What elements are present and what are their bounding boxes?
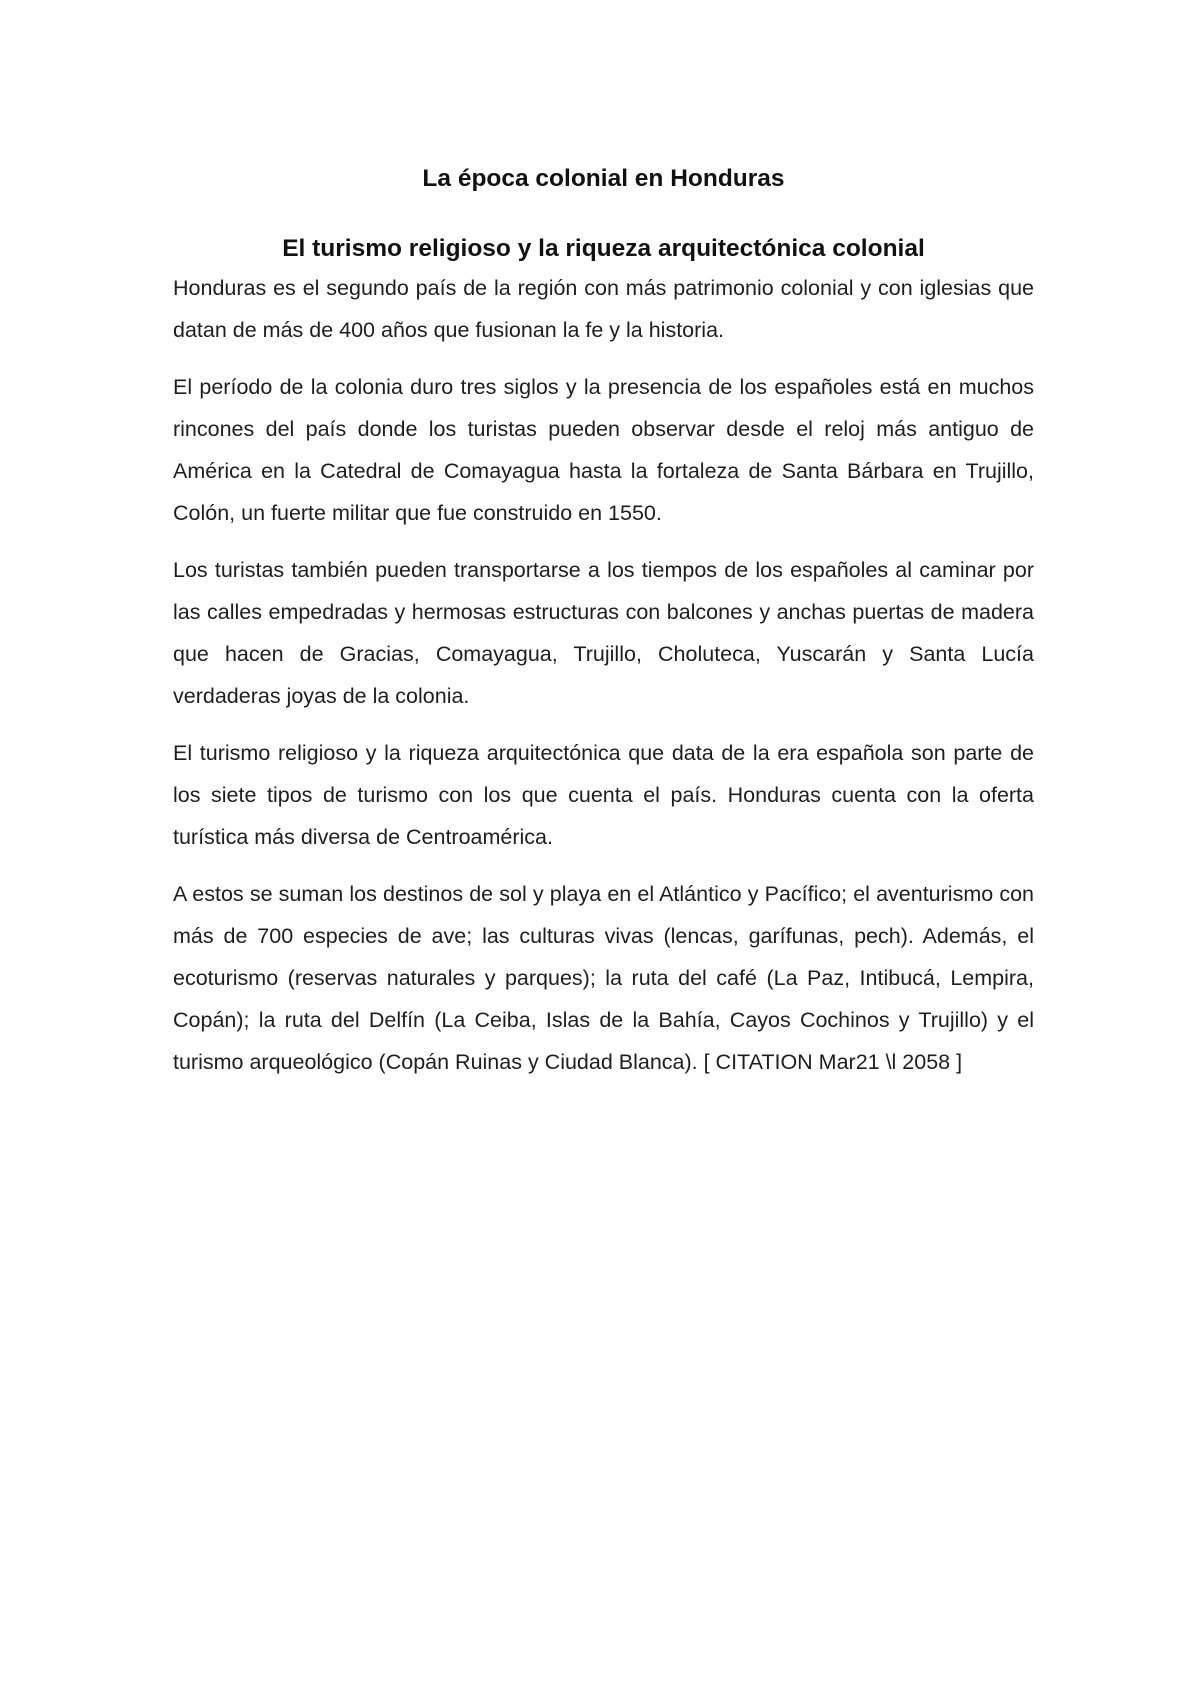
document-title: La época colonial en Honduras (422, 165, 785, 192)
document-body (173, 163, 1034, 1083)
paragraph-2: El período de la colonia duro tres siglos y la presencia de los españoles está en muchos rincones del país donde los turistas pueden observar desde el reloj más antiguo de América en la Catedral de Comayagua hasta la fortaleza de Santa Bárbara en Trujillo, Colón, un fuerte militar que fue construido en 1550. (173, 375, 1034, 525)
paragraph-1: Honduras es el segundo país de la región con más patrimonio colonial y con iglesias que datan de más de 400 años que fusionan la fe y la historia. (173, 276, 1034, 342)
paragraph-5: A estos se suman los destinos de sol y playa en el Atlántico y Pacífico; el aventurismo con más de 700 especies de ave; las culturas vivas (lencas, garífunas, pech). Además, el ecoturismo (reservas naturales y parques); la ruta del café (La Paz, Intibucá, Lempira, Copán); la ruta del Delfín (La Ceiba, Islas de la Bahía, Cayos Cochinos y Trujillo) y el turismo arqueológico (Copán Ruinas y Ciudad Blanca). [ CITATION Mar21 \l 2058 ] (173, 882, 1034, 1074)
paragraph-4: El turismo religioso y la riqueza arquitectónica que data de la era española son parte de los siete tipos de turismo con los que cuenta el país. Honduras cuenta con la oferta turística más diversa de Centroamérica. (173, 741, 1034, 849)
paragraph-3: Los turistas también pueden transportarse a los tiempos de los españoles al caminar por las calles empedradas y hermosas estructuras con balcones y anchas puertas de madera que hacen de Gracias, Comayagua, Trujillo, Choluteca, Yuscarán y Santa Lucía verdaderas joyas de la colonia. (173, 558, 1034, 708)
document-subtitle: El turismo religioso y la riqueza arquitectónica colonial (282, 235, 925, 262)
